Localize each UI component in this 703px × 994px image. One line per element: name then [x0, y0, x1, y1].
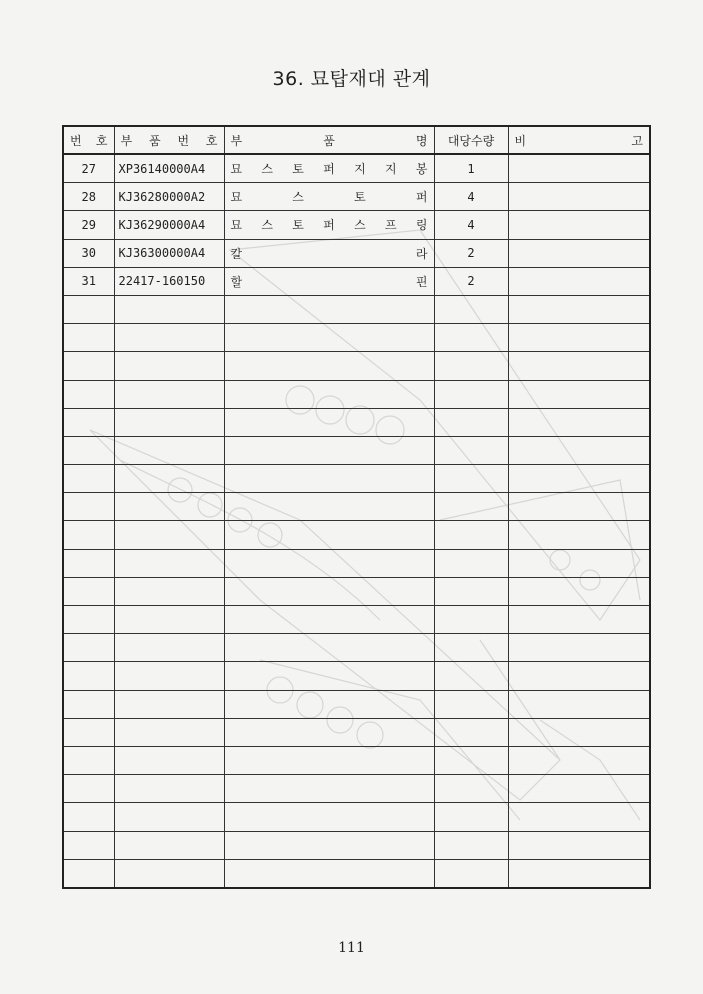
cell-remarks: [508, 521, 650, 549]
cell-remarks: [508, 183, 650, 211]
cell-no: 28: [63, 183, 114, 211]
header-part-number-char: 호: [205, 133, 218, 148]
cell-quantity: [434, 606, 508, 634]
empty-table-row: [63, 803, 650, 831]
cell-remarks: [508, 352, 650, 380]
part-name-char: 퍼: [323, 218, 335, 233]
cell-remarks: [508, 577, 650, 605]
cell-part-number: [114, 803, 224, 831]
cell-part-name: [224, 549, 434, 577]
empty-table-row: [63, 324, 650, 352]
cell-remarks: [508, 775, 650, 803]
part-name-char: 묘: [230, 218, 243, 233]
header-remarks-char: 고: [631, 133, 643, 148]
cell-remarks: [508, 746, 650, 774]
part-name-char: 스: [261, 218, 273, 233]
cell-quantity: [434, 465, 508, 493]
cell-no: [63, 718, 114, 746]
cell-part-number: [114, 577, 224, 605]
cell-part-number: [114, 380, 224, 408]
cell-no: 30: [63, 239, 114, 267]
empty-table-row: [63, 380, 650, 408]
cell-part-name: [224, 493, 434, 521]
parts-table: [62, 125, 651, 889]
empty-table-row: [63, 718, 650, 746]
cell-no: 27: [63, 154, 114, 183]
cell-quantity: [434, 577, 508, 605]
cell-part-name: [224, 324, 434, 352]
table-header-row: [63, 126, 650, 154]
cell-part-number: [114, 718, 224, 746]
empty-table-row: [63, 775, 650, 803]
cell-part-number: [114, 690, 224, 718]
part-name-char: 묘: [230, 162, 243, 177]
empty-table-row: [63, 295, 650, 323]
cell-part-number: KJ36300000A4: [114, 239, 224, 267]
cell-quantity: 4: [434, 183, 508, 211]
cell-part-name: [224, 803, 434, 831]
table-row: [63, 154, 650, 183]
header-part-number-char: 번: [177, 133, 190, 148]
header-no-char: 호: [95, 133, 108, 148]
empty-table-row: [63, 606, 650, 634]
empty-table-row: [63, 465, 650, 493]
cell-quantity: 2: [434, 239, 508, 267]
cell-quantity: [434, 295, 508, 323]
part-name-char: 스: [354, 218, 366, 233]
empty-table-row: [63, 521, 650, 549]
cell-no: [63, 380, 114, 408]
cell-part-number: [114, 324, 224, 352]
cell-part-name: [224, 154, 434, 183]
cell-remarks: [508, 465, 650, 493]
cell-no: [63, 746, 114, 774]
cell-remarks: [508, 859, 650, 888]
part-name-char: 퍼: [323, 162, 335, 177]
cell-quantity: [434, 718, 508, 746]
cell-part-name: [224, 775, 434, 803]
cell-remarks: [508, 634, 650, 662]
cell-part-name: [224, 408, 434, 436]
cell-part-number: [114, 295, 224, 323]
part-name-char: 퍼: [415, 190, 428, 205]
cell-remarks: [508, 295, 650, 323]
header-part-name: [224, 126, 434, 154]
cell-remarks: [508, 803, 650, 831]
cell-no: [63, 436, 114, 464]
cell-part-name: [224, 295, 434, 323]
empty-table-row: [63, 634, 650, 662]
part-name-char: 프: [384, 218, 397, 233]
cell-part-number: [114, 775, 224, 803]
empty-table-row: [63, 859, 650, 888]
part-name-char: 라: [415, 246, 428, 261]
part-name-char: 스: [261, 162, 273, 177]
cell-part-number: KJ36280000A2: [114, 183, 224, 211]
part-name-char: 토: [292, 218, 304, 233]
cell-part-name: [224, 831, 434, 859]
cell-part-name: [224, 662, 434, 690]
empty-table-row: [63, 690, 650, 718]
cell-no: [63, 775, 114, 803]
cell-part-name: [224, 521, 434, 549]
cell-quantity: [434, 803, 508, 831]
cell-part-name: [224, 606, 434, 634]
header-part-name-char: 부: [230, 133, 243, 148]
part-name-char: 칼: [230, 246, 243, 261]
cell-no: [63, 577, 114, 605]
page-number: 111: [338, 940, 365, 956]
cell-part-number: [114, 831, 224, 859]
part-name-char: 토: [354, 190, 366, 205]
cell-remarks: [508, 408, 650, 436]
cell-part-name: [224, 380, 434, 408]
cell-no: [63, 859, 114, 888]
cell-part-number: [114, 606, 224, 634]
empty-table-row: [63, 831, 650, 859]
cell-no: [63, 493, 114, 521]
table-row: [63, 211, 650, 239]
empty-table-row: [63, 493, 650, 521]
cell-no: [63, 690, 114, 718]
cell-part-name: [224, 690, 434, 718]
empty-table-row: [63, 549, 650, 577]
cell-quantity: [434, 775, 508, 803]
cell-quantity: 4: [434, 211, 508, 239]
cell-part-number: [114, 352, 224, 380]
cell-part-name: [224, 634, 434, 662]
cell-no: [63, 831, 114, 859]
cell-part-number: [114, 746, 224, 774]
cell-part-name: [224, 267, 434, 295]
cell-quantity: [434, 549, 508, 577]
header-part-number-char: 부: [120, 133, 133, 148]
cell-no: [63, 465, 114, 493]
cell-no: [63, 803, 114, 831]
cell-remarks: [508, 690, 650, 718]
empty-table-row: [63, 436, 650, 464]
cell-no: [63, 352, 114, 380]
cell-part-number: XP36140000A4: [114, 154, 224, 183]
table-row: [63, 267, 650, 295]
cell-no: [63, 634, 114, 662]
cell-remarks: [508, 324, 650, 352]
cell-quantity: 1: [434, 154, 508, 183]
cell-part-name: [224, 577, 434, 605]
header-part-number-char: 품: [148, 133, 161, 148]
cell-remarks: [508, 239, 650, 267]
cell-part-number: [114, 859, 224, 888]
cell-part-name: [224, 436, 434, 464]
header-quantity: 대당수량: [434, 126, 508, 154]
part-name-char: 할: [230, 274, 243, 289]
cell-remarks: [508, 380, 650, 408]
cell-remarks: [508, 267, 650, 295]
page-title: 36. 묘탑재대 관계: [272, 68, 431, 90]
cell-part-number: [114, 662, 224, 690]
cell-quantity: [434, 831, 508, 859]
cell-part-name: [224, 352, 434, 380]
cell-quantity: [434, 380, 508, 408]
cell-part-number: [114, 549, 224, 577]
cell-quantity: [434, 634, 508, 662]
empty-table-row: [63, 577, 650, 605]
cell-remarks: [508, 211, 650, 239]
part-name-char: 토: [292, 162, 304, 177]
table-row: [63, 183, 650, 211]
cell-part-name: [224, 465, 434, 493]
cell-quantity: [434, 521, 508, 549]
part-name-char: 지: [354, 162, 366, 177]
cell-remarks: [508, 493, 650, 521]
cell-quantity: 2: [434, 267, 508, 295]
cell-no: [63, 521, 114, 549]
cell-quantity: [434, 408, 508, 436]
cell-remarks: [508, 662, 650, 690]
cell-no: [63, 606, 114, 634]
part-name-char: 묘: [230, 190, 243, 205]
part-name-char: 봉: [415, 162, 428, 177]
cell-part-number: 22417-160150: [114, 267, 224, 295]
cell-no: [63, 324, 114, 352]
cell-quantity: [434, 662, 508, 690]
part-name-char: 링: [415, 218, 428, 233]
cell-no: [63, 408, 114, 436]
cell-no: [63, 662, 114, 690]
cell-part-name: [224, 239, 434, 267]
header-part-name-char: 명: [415, 133, 428, 148]
cell-quantity: [434, 690, 508, 718]
part-name-char: 지: [384, 162, 397, 177]
header-no: [63, 126, 114, 154]
header-part-number: [114, 126, 224, 154]
cell-no: [63, 295, 114, 323]
cell-remarks: [508, 831, 650, 859]
cell-remarks: [508, 436, 650, 464]
part-name-char: 핀: [415, 274, 428, 289]
cell-quantity: [434, 859, 508, 888]
cell-part-name: [224, 183, 434, 211]
cell-remarks: [508, 606, 650, 634]
cell-part-name: [224, 746, 434, 774]
cell-part-number: [114, 465, 224, 493]
cell-quantity: [434, 352, 508, 380]
cell-part-number: [114, 408, 224, 436]
header-remarks-char: 비: [514, 133, 527, 148]
cell-quantity: [434, 746, 508, 774]
empty-table-row: [63, 662, 650, 690]
cell-quantity: [434, 436, 508, 464]
table-row: [63, 239, 650, 267]
cell-part-name: [224, 859, 434, 888]
header-no-char: 번: [70, 133, 82, 148]
empty-table-row: [63, 352, 650, 380]
cell-remarks: [508, 549, 650, 577]
cell-remarks: [508, 154, 650, 183]
cell-part-number: [114, 521, 224, 549]
empty-table-row: [63, 408, 650, 436]
part-name-char: 스: [292, 190, 304, 205]
header-remarks: [508, 126, 650, 154]
cell-part-number: KJ36290000A4: [114, 211, 224, 239]
cell-no: [63, 549, 114, 577]
header-part-name-char: 품: [323, 133, 335, 148]
cell-quantity: [434, 493, 508, 521]
cell-part-number: [114, 436, 224, 464]
cell-remarks: [508, 718, 650, 746]
cell-part-name: [224, 718, 434, 746]
cell-quantity: [434, 324, 508, 352]
cell-no: 31: [63, 267, 114, 295]
cell-no: 29: [63, 211, 114, 239]
cell-part-number: [114, 493, 224, 521]
cell-part-number: [114, 634, 224, 662]
empty-table-row: [63, 746, 650, 774]
cell-part-name: [224, 211, 434, 239]
